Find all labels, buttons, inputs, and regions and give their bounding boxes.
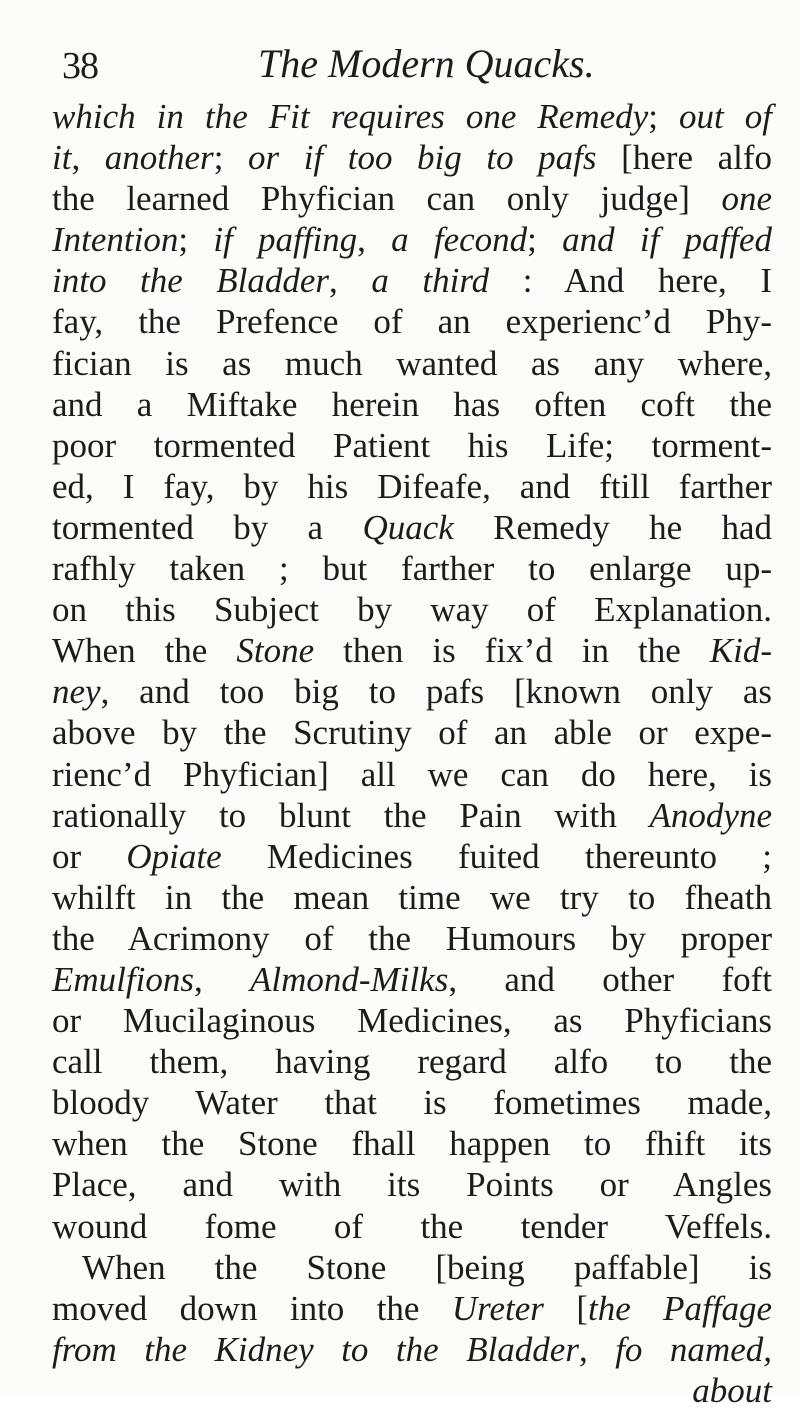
- text-run: rafhly taken ; but farther to enlarge up-: [52, 549, 772, 589]
- italic-text: Emulfions: [52, 959, 194, 999]
- italic-text: a third: [371, 261, 490, 301]
- text-run: ;: [178, 220, 214, 260]
- text-run: poor tormented Patient his Life; torment-: [52, 425, 772, 465]
- italic-text: the Paffage: [587, 1288, 773, 1328]
- text-run: ;: [213, 138, 248, 178]
- text-run: ,: [329, 261, 372, 301]
- text-run: call them, having regard alfo to the: [52, 1042, 772, 1082]
- text-run: bloody Water that is fometimes made,: [52, 1083, 772, 1123]
- text-run: the Acrimony of the Humours by proper: [52, 918, 772, 958]
- text-run: ,: [578, 1329, 616, 1369]
- text-run: , and other foft: [448, 959, 773, 999]
- text-line: [52, 918, 772, 959]
- italic-text: ney: [52, 672, 101, 712]
- text-line: [52, 959, 772, 1000]
- text-line: [52, 1164, 772, 1205]
- text-run: Medicines fuited thereunto ;: [221, 836, 772, 876]
- text-line: [52, 1000, 772, 1041]
- text-line: [52, 795, 772, 836]
- text-line: [52, 507, 772, 548]
- text-line: [52, 1329, 772, 1370]
- text-line: [52, 836, 772, 877]
- text-run: fay, the Prefence of an experienc’d Phy-: [52, 302, 772, 342]
- text-run: above by the Scrutiny of an able or expe-: [52, 713, 772, 753]
- italic-text: or if too big to pafs: [248, 138, 597, 178]
- body-text: [52, 96, 772, 1411]
- text-line: [52, 466, 772, 507]
- text-run: rienc’d Phyfician] all we can do here, is: [52, 754, 772, 794]
- running-title: The Modern Quacks.: [258, 41, 595, 86]
- text-run: ,: [357, 220, 392, 260]
- text-line: [52, 630, 772, 671]
- text-run: [here alfo: [596, 138, 772, 178]
- italic-text: which in the Fit requires one Remedy: [52, 97, 649, 136]
- text-run: when the Stone fhall happen to fhift its: [52, 1124, 772, 1164]
- italic-text: it: [52, 138, 72, 178]
- italic-text: Quack: [362, 507, 454, 547]
- text-run: ed, I fay, by his Difeafe, and ftill farther: [52, 466, 772, 506]
- text-run: Remedy he had: [453, 507, 772, 547]
- text-line: [52, 219, 772, 260]
- italic-text: about: [692, 1370, 772, 1410]
- italic-text: Kid-: [709, 631, 772, 671]
- italic-text: out of: [678, 97, 773, 136]
- text-line: [52, 178, 772, 219]
- text-line: [52, 137, 772, 178]
- text-run: the learned Phyfician can only judge]: [52, 179, 722, 219]
- page-number: 38: [62, 45, 98, 87]
- text-run: ,: [71, 138, 105, 178]
- italic-text: Anodyne: [649, 795, 772, 835]
- text-line: [52, 1123, 772, 1164]
- text-line: [52, 1288, 772, 1329]
- text-line: [52, 1247, 772, 1288]
- text-line: [52, 548, 772, 589]
- text-line: [52, 754, 772, 795]
- italic-text: one: [721, 179, 772, 219]
- page-header: [62, 38, 762, 94]
- italic-text: Intention: [52, 220, 179, 260]
- italic-text: Almond-Milks: [250, 959, 449, 999]
- text-run: [: [543, 1288, 588, 1328]
- text-line: [52, 301, 772, 342]
- text-line: [52, 1206, 772, 1247]
- text-run: wound fome of the tender Veffels.: [52, 1206, 772, 1246]
- italic-text: Ureter: [451, 1288, 544, 1328]
- text-run: on this Subject by way of Explanation.: [52, 590, 772, 630]
- text-run: : And here, I: [489, 261, 773, 301]
- text-line: [52, 343, 772, 384]
- text-run: whilft in the mean time we try to fheath: [52, 877, 772, 917]
- italic-text: another: [104, 138, 214, 178]
- text-run: or: [52, 836, 127, 876]
- text-run: tormented by a: [52, 507, 363, 547]
- italic-text: Opiate: [126, 836, 222, 876]
- text-run: When the: [52, 631, 237, 671]
- italic-text: fo named,: [615, 1329, 772, 1369]
- italic-text: Stone: [236, 631, 315, 671]
- text-line: [52, 96, 772, 137]
- italic-text: from the Kidney to the Bladder: [52, 1329, 579, 1369]
- text-line: [52, 712, 772, 753]
- italic-text: and if paffed: [562, 220, 772, 260]
- text-line: [52, 384, 772, 425]
- text-run: moved down into the: [52, 1288, 452, 1328]
- italic-text: a fecond: [391, 220, 528, 260]
- text-line: [52, 1370, 772, 1411]
- text-run: and a Miftake herein has often coft the: [52, 384, 772, 424]
- text-run: fician is as much wanted as any where,: [52, 343, 772, 383]
- text-line: [52, 1082, 772, 1123]
- text-run: Place, and with its Points or Angles: [52, 1165, 772, 1205]
- text-run: ;: [527, 220, 563, 260]
- text-run: or Mucilaginous Medicines, as Phyficians: [52, 1001, 772, 1041]
- text-run: rationally to blunt the Pain with: [52, 795, 650, 835]
- text-line: [52, 425, 772, 466]
- text-run: When the Stone [being paffable] is: [82, 1247, 772, 1287]
- italic-text: if paffing: [213, 220, 358, 260]
- text-run: ,: [193, 959, 251, 999]
- text-line: [52, 671, 772, 712]
- italic-text: into the Bladder: [52, 261, 330, 301]
- text-run: , and too big to pafs [known only as: [100, 672, 772, 712]
- text-run: then is fix’d in the: [314, 631, 710, 671]
- text-line: [52, 1041, 772, 1082]
- text-line: [52, 589, 772, 630]
- text-line: [52, 877, 772, 918]
- text-run: ;: [648, 97, 679, 136]
- text-line: [52, 260, 772, 301]
